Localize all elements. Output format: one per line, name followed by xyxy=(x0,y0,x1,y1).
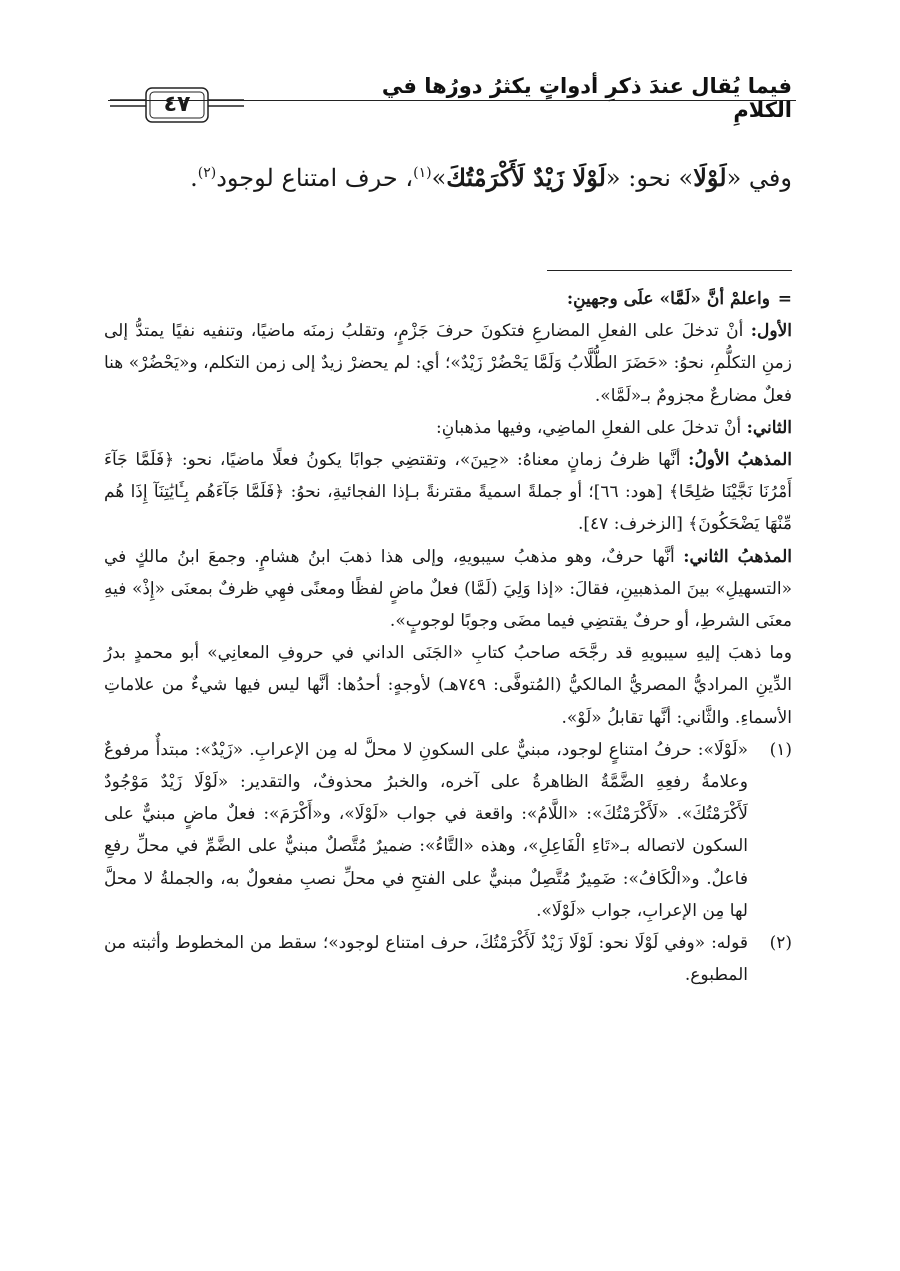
continuation-mark: = xyxy=(777,289,792,309)
main-paragraph xyxy=(104,148,792,203)
note-paragraph-second xyxy=(104,412,792,444)
note-intro: واعلمْ أنَّ «لَمَّا» علَى وجهينِ: xyxy=(566,289,770,309)
text-madhhab1: أنَّها ظرفُ زمانٍ معناهُ: «حِينَ»، وتقتضِي جوابًا يكونُ فعلًا ماضيًا، نحو: ﴿فَلَمَّا جَآءَ أَمْرُنَا نَجَّيْنَا صَٰلِحًا﴾ [هود: ٦٦]؛ أو جملةً اسميةً مقترنةً بـإذا الفجائيةِ، نحوُ: ﴿فَلَمَّا جَآءَهُم بِـَٔايَٰتِنَآ إِذَا هُم مِّنْهَا يَضْحَكُونَ﴾ [الزخرف: ٤٧]. xyxy=(104,450,792,535)
text-run: » xyxy=(431,164,447,192)
text-madhhab2: أنَّها حرفٌ، وهو مذهبُ سيبويهِ، وإلى هذا ذهبَ ابنُ هشامٍ. وجمعَ ابنُ مالكٍ في «التسهيلِ» بينَ المذهبينِ، فقالَ: «إذا وَلِيَ (لَمَّا) فعلٌ ماضٍ لفظًا ومعنًى فهِي ظرفٌ بمعنَى «إِذْ» فيهِ معنَى الشرطِ، أو حرفٌ يقتضِي فيما مضَى وجوبًا لوجوبٍ». xyxy=(104,546,792,632)
note-paragraph-closing xyxy=(104,637,792,734)
text-run: ، حرف امتناع xyxy=(281,164,414,192)
footnote-text-2: قوله: «وفي لَوْلَا نحو: لَوْلَا زَيْدٌ لَأَكْرَمْتُكَ، حرف امتناع لوجود»؛ سقط من المخطوط وأثبته من المطبوع. xyxy=(104,933,748,986)
footnotes-section xyxy=(104,283,792,991)
text-first: أنْ تدخلَ على الفعلِ المضارعِ فتكونَ حرفَ جَزْمٍ، وتقلبُ زمنَه ماضيًا، وتنفيه نفيًا يمتدُّ إلى زمنِ التكلُّمِ، نحوُ: «حَضَرَ الطُّلَّابُ وَلَمَّا يَحْضُرْ زَيْدٌ»؛ أي: لم يحضرْ زيدٌ إلى زمن التكلم، و«يَحْضُرْ» هنا فعلٌ مضارعٌ مجزومٌ بـ«لَمَّا». xyxy=(104,321,792,406)
keyword-lawla: لَوْلَا xyxy=(693,163,727,192)
continued-note xyxy=(104,283,792,315)
footnote-text-1: «لَوْلَا»: حرفُ امتناعٍ لوجود، مبنيٌّ على السكونِ لا محلَّ له مِن الإعرابِ. «زَيْدٌ»: مبتدأٌ مرفوعٌ وعلامةُ رفعِهِ الضَّمَّةُ الظاهرةُ على آخره، والخبرُ محذوفٌ، والتقدير: «لَوْلَا زَيْدٌ مَوْجُودٌ لَأَكْرَمْتُكَ». «لَأَكْرَمْتُكَ»: «اللَّامُ»: واقعة في جواب «لَوْلَا»، و«أَكْرَمَ»: فعلٌ ماضٍ مبنيٌّ على السكون لاتصاله بـ«تَاءِ الْفَاعِلِ»، وهذه «التَّاءُ»: ضميرٌ مُتَّصلٌ مبنيٌّ على الضَّمِّ في محلِّ رفعِ فاعلٌ. و«الْكَافُ»: ضَمِيرٌ مُتَّصِلٌ مبنيٌّ على الفتحِ في محلِّ نصبِ مفعولٌ به، والجملةُ لا محلَّ لها مِن الإعرابِ، جواب «لَوْلَا». xyxy=(104,739,748,921)
page-number: ٤٧ xyxy=(163,92,191,117)
label-madhhab1: المذهبُ الأولُ: xyxy=(688,450,792,471)
label-first: الأول: xyxy=(750,321,792,342)
running-title: فيما يُقال عندَ ذكرِ أدواتٍ يكثرُ دورُها في الكلامِ xyxy=(381,74,792,122)
note-paragraph-madhhab2 xyxy=(104,541,792,638)
note-paragraph-madhhab1 xyxy=(104,444,792,541)
note-paragraph-first xyxy=(104,315,792,412)
text-run: . xyxy=(190,164,198,192)
example-sentence: لَوْلَا زَيْدٌ لَأَكْرَمْتُكَ xyxy=(446,163,606,192)
text-closing: وما ذهبَ إليهِ سيبويهِ قد رجَّحَه صاحبُ كتابِ «الجَنَى الداني في حروفِ المعانِي» أبو محمدٍ بدرُ الدِّينِ المراديُّ المصريُّ المالكيُّ (المُتوفَّى: ٧٤٩هـ) لأوجهٍ: أحدُها: أنَّها ليس فيها شيءٌ من علاماتِ الأسماءِ. والثَّاني: أنَّها تقابلُ «لَوْ». xyxy=(104,643,792,728)
text-run: » نحو: « xyxy=(605,164,694,192)
text-run: لوجود xyxy=(216,164,274,192)
text-second: أنْ تدخلَ على الفعلِ الماضِي، وفيها مذهبانِ: xyxy=(436,417,747,438)
footnote-number-2: (٢) xyxy=(769,933,792,954)
footnote-2 xyxy=(104,927,792,991)
text-run: وفي « xyxy=(726,164,792,192)
footnote-1 xyxy=(104,734,792,927)
footnote-ref-1[interactable]: (١) xyxy=(413,165,432,181)
main-text xyxy=(104,148,792,203)
footnote-number-1: (١) xyxy=(769,739,792,760)
footnote-ref-2[interactable]: (٢) xyxy=(197,165,217,181)
footnote-divider xyxy=(547,270,792,271)
label-madhhab2: المذهبُ الثاني: xyxy=(683,546,792,567)
label-second: الثاني: xyxy=(746,417,792,438)
